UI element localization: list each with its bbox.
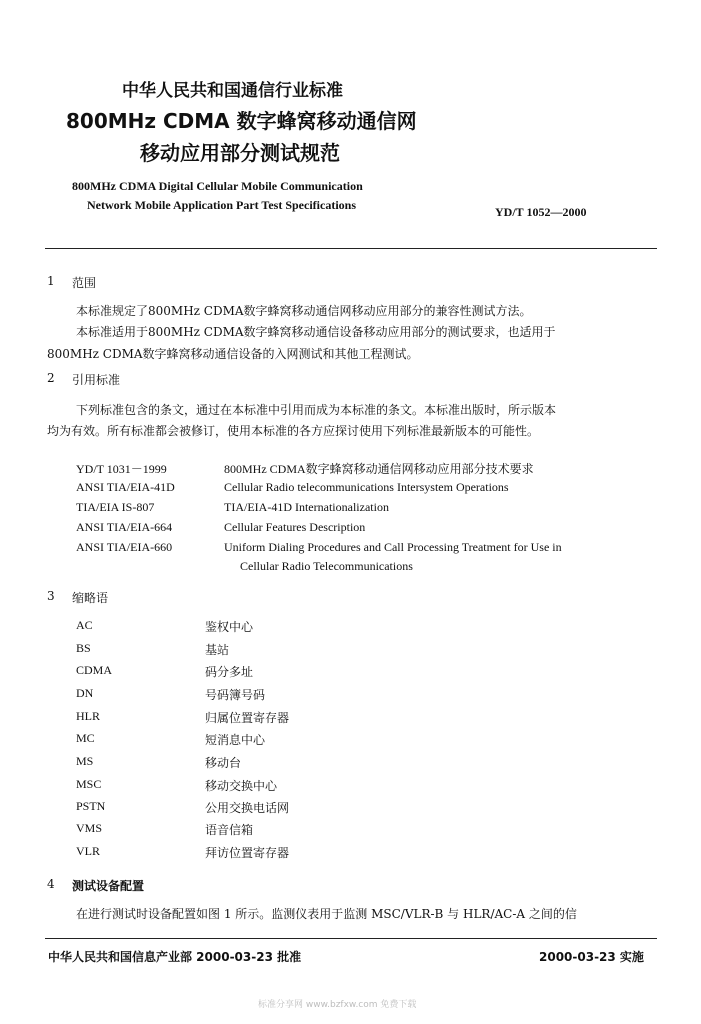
- approval-statement: 中华人民共和国信息产业部 2000-03-23 批准: [48, 950, 302, 964]
- abbreviation-definition: 归属位置寄存器: [205, 711, 290, 725]
- abbreviation-term: MS: [76, 754, 94, 768]
- abbreviation-definition: 鉴权中心: [205, 620, 254, 634]
- section-3-title: 缩略语: [72, 591, 109, 605]
- abbreviation-term: VMS: [76, 821, 103, 835]
- abbreviation-definition: 基站: [205, 643, 230, 657]
- header-divider: [45, 248, 657, 249]
- abbreviation-term: DN: [76, 686, 94, 700]
- abbreviation-term: MC: [76, 731, 95, 745]
- abbreviation-term: MSC: [76, 777, 102, 791]
- section-2-number: 2: [47, 371, 55, 385]
- abbreviation-definition: 码分多址: [205, 665, 254, 679]
- section-2-title: 引用标准: [72, 373, 121, 387]
- reference-description: Cellular Radio telecommunications Intersystem Operations: [224, 480, 509, 494]
- reference-code: ANSI TIA/EIA-664: [76, 520, 173, 534]
- abbreviation-definition: 移动交换中心: [205, 779, 278, 793]
- document-title-line-2: 移动应用部分测试规范: [140, 141, 340, 165]
- reference-description: TIA/EIA-41D Internationalization: [224, 500, 389, 514]
- reference-description: 800MHz CDMA数字蜂窝移动通信网移动应用部分技术要求: [224, 462, 534, 476]
- reference-code: ANSI TIA/EIA-41D: [76, 480, 175, 494]
- reference-code: ANSI TIA/EIA-660: [76, 540, 173, 554]
- section-4-number: 4: [47, 877, 55, 891]
- reference-code: YD/T 1031－1999: [76, 462, 167, 476]
- abbreviation-term: PSTN: [76, 799, 106, 813]
- section-1-title: 范围: [72, 276, 97, 290]
- section-1-paragraph: 本标准规定了800MHz CDMA数字蜂窝移动通信网移动应用部分的兼容性测试方法。: [76, 304, 532, 318]
- abbreviation-term: AC: [76, 618, 93, 632]
- abbreviation-definition: 短消息中心: [205, 733, 266, 747]
- section-1-paragraph: 800MHz CDMA数字蜂窝移动通信设备的入网测试和其他工程测试。: [47, 347, 419, 361]
- implementation-date: 2000-03-23 实施: [539, 950, 644, 964]
- section-1-number: 1: [47, 274, 55, 288]
- document-title-line-1: 800MHz CDMA 数字蜂窝移动通信网: [66, 109, 417, 133]
- section-1-paragraph: 本标准适用于800MHz CDMA数字蜂窝移动通信设备移动应用部分的测试要求，也适用于: [76, 325, 556, 339]
- english-title-line-2: Network Mobile Application Part Test Specifications: [87, 198, 356, 212]
- reference-description-continuation: Cellular Radio Telecommunications: [240, 559, 413, 573]
- section-3-number: 3: [47, 589, 55, 603]
- section-4-title: 测试设备配置: [72, 879, 145, 893]
- footer-divider: [45, 938, 657, 939]
- abbreviation-term: CDMA: [76, 663, 113, 677]
- abbreviation-definition: 拜访位置寄存器: [205, 846, 290, 860]
- abbreviation-term: HLR: [76, 709, 100, 723]
- abbreviation-term: BS: [76, 641, 91, 655]
- abbreviation-definition: 语音信箱: [205, 823, 254, 837]
- abbreviation-definition: 公用交换电话网: [205, 801, 290, 815]
- section-4-paragraph: 在进行测试时设备配置如图 1 所示。监测仪表用于监测 MSC/VLR-B 与 HLR/AC-A 之间的信: [76, 907, 577, 921]
- standard-number: YD/T 1052—2000: [495, 205, 587, 219]
- abbreviation-definition: 号码簿号码: [205, 688, 266, 702]
- english-title-line-1: 800MHz CDMA Digital Cellular Mobile Communication: [72, 179, 363, 193]
- reference-description: Uniform Dialing Procedures and Call Processing Treatment for Use in: [224, 540, 562, 554]
- industry-standard-heading: 中华人民共和国通信行业标准: [122, 81, 343, 101]
- reference-code: TIA/EIA IS-807: [76, 500, 155, 514]
- abbreviation-term: VLR: [76, 844, 100, 858]
- abbreviation-definition: 移动台: [205, 756, 242, 770]
- section-2-paragraph: 均为有效。所有标准都会被修订，使用本标准的各方应探讨使用下列标准最新版本的可能性。: [47, 424, 540, 438]
- watermark: 标准分享网 www.bzfxw.com 免费下载: [258, 1000, 417, 1010]
- reference-description: Cellular Features Description: [224, 520, 366, 534]
- section-2-paragraph: 下列标准包含的条文，通过在本标准中引用而成为本标准的条文。本标准出版时，所示版本: [76, 403, 557, 417]
